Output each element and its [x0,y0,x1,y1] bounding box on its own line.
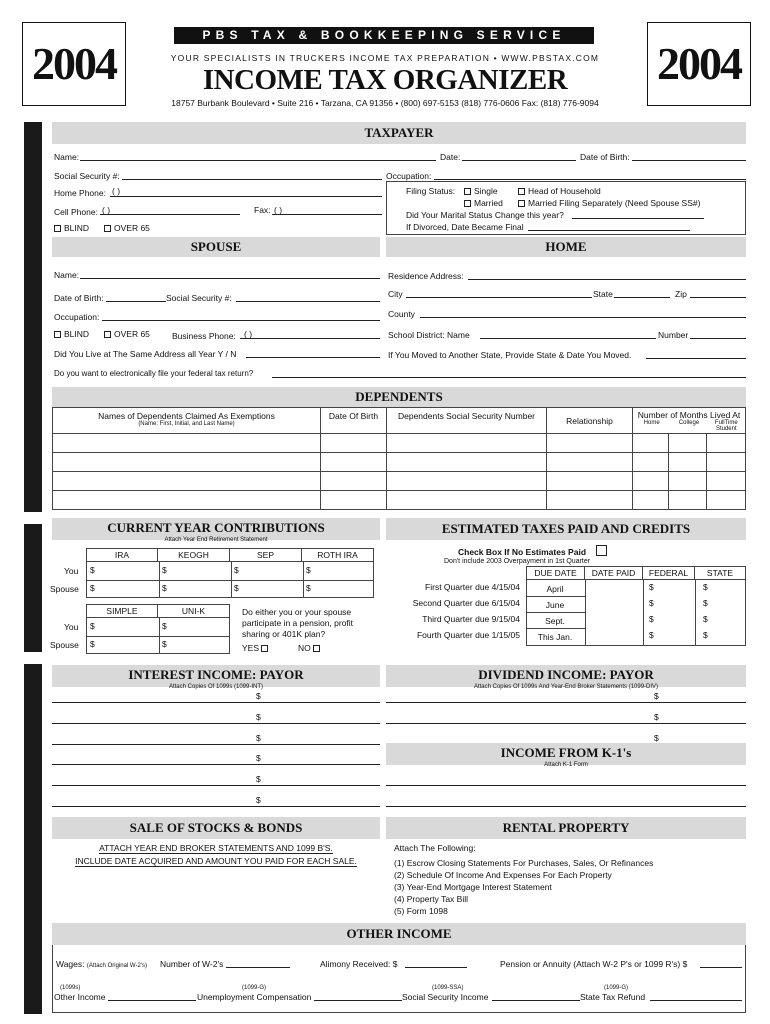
rental-heading: RENTAL PROPERTY [386,817,746,839]
spouse-heading: SPOUSE [52,237,380,257]
col-simple: SIMPLE [87,605,158,617]
dob-label: Date of Birth: [580,152,630,162]
date-field[interactable] [462,160,576,161]
section-label-3: SECTION 3: INCOME [25,766,40,904]
col-keogh: KEOGH [158,548,230,562]
social-security-field[interactable] [492,1000,580,1001]
col-state: STATE [706,568,734,578]
spouse-ssn-field[interactable] [236,301,380,302]
pension-question: Do either you or your spouse participate in a pension, profit sharing or 401K plan? [242,607,354,639]
pension-no[interactable] [298,643,323,653]
number-label: Number [658,330,689,340]
q3-state-dollar: $ [703,614,708,624]
interest-line[interactable] [52,723,380,724]
col-roth: ROTH IRA [302,548,374,562]
other-income-heading: OTHER INCOME [52,923,746,945]
k1-line[interactable] [386,785,746,786]
married-sep-label: Married Filing Separately (Need Spouse SS#) [528,198,701,208]
interest-dollar: $ [256,712,261,722]
k1-heading: INCOME FROM K-1's Attach K-1 Form [386,743,746,765]
other-income-box [52,945,746,1013]
residence-label: Residence Address: [388,271,464,281]
dob-field[interactable] [632,160,746,161]
q4-label: Fourth Quarter due 1/15/05 [416,630,520,640]
q3-due: Sept. [545,616,565,626]
page-title: INCOME TAX ORGANIZER [202,64,568,96]
filing-status-label: Filing Status: [406,186,456,196]
name-field[interactable] [80,160,436,161]
year-badge-right: 2004 [647,22,751,106]
dependents-col-names: Names of Dependents Claimed As Exemptions (Name: First, Initial, and Last Name) [53,408,321,434]
fax-label: Fax: [254,205,271,215]
single-label: Single [474,186,498,196]
dependents-col-months: Number of Months Lived At Home College FullTime Student [633,408,746,434]
spouse-over65-checkbox[interactable] [104,329,150,339]
checkbox-icon [104,331,111,338]
interest-line[interactable] [52,744,380,745]
q4-state-dollar: $ [703,630,708,640]
checkbox-icon [54,331,61,338]
state-field[interactable] [614,297,670,298]
checkbox-icon [518,200,525,207]
interest-dollar: $ [256,733,261,743]
fax-paren: ( ) [274,205,283,215]
spouse-over65-label: OVER 65 [114,329,150,339]
school-field[interactable] [480,338,656,339]
fax-field[interactable] [272,214,382,215]
q1-state-dollar: $ [703,582,708,592]
efile-label: Do you want to electronically file your federal tax return? [54,369,254,378]
interest-dollar: $ [256,774,261,784]
company-banner: PBS TAX & BOOKKEEPING SERVICE [174,27,594,44]
spouse-name-label: Name: [54,270,80,280]
blind-label: BLIND [64,223,90,233]
rental-item-1: (1) Escrow Closing Statements For Purchases, Sales, Or Refinances [394,858,654,868]
divorced-field[interactable] [528,230,690,231]
spouse-blind-checkbox[interactable] [54,329,89,339]
pension-field[interactable] [700,967,742,968]
business-phone-label: Business Phone: [172,331,236,341]
head-household-label: Head of Household [528,186,601,196]
dependent-row[interactable] [53,453,746,472]
dividend-heading: DIVIDEND INCOME: PAYOR Attach Copies Of 1099s And Year-End Broker Statements (1099-DIV) [386,665,746,687]
stocks-line-2: INCLUDE DATE ACQUIRED AND AMOUNT YOU PAID FOR EACH SALE. [75,856,357,866]
interest-dollar: $ [256,795,261,805]
number-field[interactable] [690,338,746,339]
name-label: Name: [54,152,80,162]
alimony-label: Alimony Received: $ [320,959,398,969]
spouse-blind-label: BLIND [64,329,90,339]
section-label-1: SECTION 1: GENERAL INFORMATION [25,204,37,428]
state-refund-field[interactable] [650,1000,742,1001]
over65-checkbox[interactable] [104,223,150,233]
interest-heading: INTEREST INCOME: PAYOR Attach Copies Of 1099s (1099-INT) [52,665,380,687]
rental-attach: Attach The Following: [394,843,476,853]
spouse-dob-field[interactable] [106,301,166,302]
tag-1099s: (1099s) [60,985,81,991]
pension-yes[interactable] [242,643,271,653]
unemployment-label: Unemployment Compensation [197,992,312,1002]
contributions-heading: CURRENT YEAR CONTRIBUTIONS Attach Year End Retirement Statement [52,518,380,540]
state-label: State [593,289,613,299]
k1-line[interactable] [386,806,746,807]
social-security-label: Social Security Income [402,992,489,1002]
status-change-field[interactable] [572,218,704,219]
cell-phone-paren: ( ) [102,205,111,215]
tagline: YOUR SPECIALISTS IN TRUCKERS INCOME TAX PREPARATION • WWW.PBSTAX.COM [170,53,600,63]
rental-item-3: (3) Year-End Mortgage Interest Statement [394,882,552,892]
spouse-dob-label: Date of Birth: [54,293,104,303]
dependents-col-ssn: Dependents Social Security Number [387,408,547,434]
q2-due: June [545,600,565,610]
address-line: 18757 Burbank Boulevard • Suite 216 • Tarzana, CA 91356 • (800) 697-5153 (818) 776-0606 Fax: (818) 776-9094 [171,98,599,108]
q3-label: Third Quarter due 9/15/04 [422,614,520,624]
wages-label: Wages: (Attach Original W-2's) [56,959,147,969]
school-label: School District: Name [388,330,470,340]
col-federal: FEDERAL [643,567,695,579]
w2-field[interactable] [226,967,290,968]
interest-line[interactable] [52,785,380,786]
other-income-field[interactable] [108,1000,196,1001]
spouse-ssn-label: Social Security #: [166,293,232,303]
county-label: County [388,309,415,319]
tag-1099g: (1099-G) [242,985,267,991]
contributions-grid-1 [86,548,374,562]
dividend-dollar: $ [654,691,659,701]
cell-phone-field[interactable] [100,214,240,215]
checkbox-icon [464,200,471,207]
rental-item-2: (2) Schedule Of Income And Expenses For Each Property [394,870,612,880]
business-phone-field[interactable] [240,338,380,339]
you-label: You [64,566,79,576]
estimated-heading: ESTIMATED TAXES PAID AND CREDITS [386,518,746,540]
blind-checkbox[interactable] [54,223,89,233]
head-household-checkbox[interactable] [518,186,601,196]
county-field[interactable] [420,317,746,318]
dependents-col-dob: Date Of Birth [321,408,387,434]
stocks-line-1: ATTACH YEAR END BROKER STATEMENTS AND 1099 B'S. [99,843,333,853]
divorced-label: If Divorced, Date Became Final [406,222,524,232]
residence-field[interactable] [468,279,746,280]
home-phone-paren: ( ) [112,186,121,196]
spouse-label-2: Spouse [50,640,79,650]
col-ira: IRA [86,548,158,562]
city-field[interactable] [406,297,592,298]
rental-item-4: (4) Property Tax Bill [394,894,469,904]
q1-federal-dollar: $ [649,582,654,592]
col-date-paid: DATE PAID [585,567,643,579]
same-address-field[interactable] [246,357,380,358]
zip-label: Zip [675,289,687,299]
date-label: Date: [440,152,461,162]
interest-dollar: $ [256,753,261,763]
home-phone-field[interactable] [110,196,382,197]
checkbox-icon [518,188,525,195]
checkbox-icon [54,225,61,232]
contributions-cells-2[interactable]: $ $ $ $ [86,618,230,654]
checkbox-icon [464,188,471,195]
overpayment-note: Don't include 2003 Overpayment in 1st Quarter [444,558,591,565]
alimony-field[interactable] [405,967,467,968]
no-label: NO [298,643,311,653]
same-address-label: Did You Live at The Same Address all Year Y / N [54,349,237,359]
interest-line[interactable] [52,702,380,703]
q1-due: April [546,584,564,594]
dependent-row[interactable] [53,472,746,491]
ssn-field[interactable] [122,179,382,180]
spouse-label: Spouse [50,584,79,594]
section-label-2: SECTION 2: MISC. [25,534,37,642]
q2-state-dollar: $ [703,598,708,608]
home-phone-label: Home Phone: [54,188,106,198]
q1-label: First Quarter due 4/15/04 [425,582,520,592]
efile-field[interactable] [272,377,746,378]
dividend-dollar: $ [654,733,659,743]
interest-dollar: $ [256,691,261,701]
contributions-cells-1[interactable]: $ $ $ $ $ $ $ $ [86,562,374,598]
spouse-name-field[interactable] [80,278,380,279]
col-sep: SEP [230,548,302,562]
year-badge-left: 2004 [22,22,126,106]
yes-label: YES [242,643,260,653]
q2-federal-dollar: $ [649,598,654,608]
dividend-line[interactable] [386,723,746,724]
interest-line[interactable] [52,806,380,807]
pension-label: Pension or Annuity (Attach W-2 P's or 1099 R's) $ [500,959,688,969]
w2-label: Number of W-2's [160,959,224,969]
checkbox-icon [261,645,268,652]
you-label-2: You [64,622,79,632]
taxpayer-heading: TAXPAYER [52,122,746,144]
city-label: City [388,289,403,299]
spouse-occupation-field[interactable] [102,320,380,321]
moved-field[interactable] [646,358,746,359]
q2-label: Second Quarter due 6/15/04 [412,598,520,608]
stocks-heading: SALE OF STOCKS & BONDS [52,817,380,839]
dependent-row[interactable] [53,434,746,453]
other-income-label: Other Income [54,992,106,1002]
zip-field[interactable] [690,297,746,298]
checkbox-icon [313,645,320,652]
home-heading: HOME [386,237,746,257]
occupation-label: Occupation: [386,171,432,181]
no-estimates-checkbox[interactable] [596,545,607,556]
dependents-col-relationship: Relationship [547,408,633,434]
ssn-label: Social Security #: [54,171,120,181]
business-phone-paren: ( ) [244,329,253,339]
q4-federal-dollar: $ [649,630,654,640]
dividend-dollar: $ [654,712,659,722]
dependents-table [52,407,746,510]
unemployment-field[interactable] [314,1000,402,1001]
contributions-grid-2 [86,604,230,618]
moved-label: If You Moved to Another State, Provide State & Date You Moved. [388,350,632,360]
rental-item-5: (5) Form 1098 [394,906,448,916]
dependent-row[interactable] [53,491,746,510]
status-change-label: Did Your Marital Status Change this year? [406,210,564,220]
cell-phone-label: Cell Phone: [54,207,98,217]
married-label: Married [474,198,503,208]
checkbox-icon [104,225,111,232]
interest-line[interactable] [52,764,380,765]
spouse-occupation-label: Occupation: [54,312,100,322]
tag-1099g-2: (1099-G) [604,985,629,991]
state-refund-label: State Tax Refund [580,992,646,1002]
over65-label: OVER 65 [114,223,150,233]
q3-federal-dollar: $ [649,614,654,624]
col-unik: UNI-K [181,606,206,616]
dividend-line[interactable] [386,702,746,703]
dependents-heading: DEPENDENTS [52,387,746,407]
married-checkbox[interactable] [464,198,503,208]
single-checkbox[interactable] [464,186,498,196]
occupation-field[interactable] [434,179,746,180]
tag-1099ssa: (1099-SSA) [432,985,464,991]
col-due-date: DUE DATE [527,567,585,579]
no-estimates-label: Check Box If No Estimates Paid [458,547,587,557]
q4-due: This Jan. [537,632,573,642]
married-sep-checkbox[interactable] [518,198,700,208]
